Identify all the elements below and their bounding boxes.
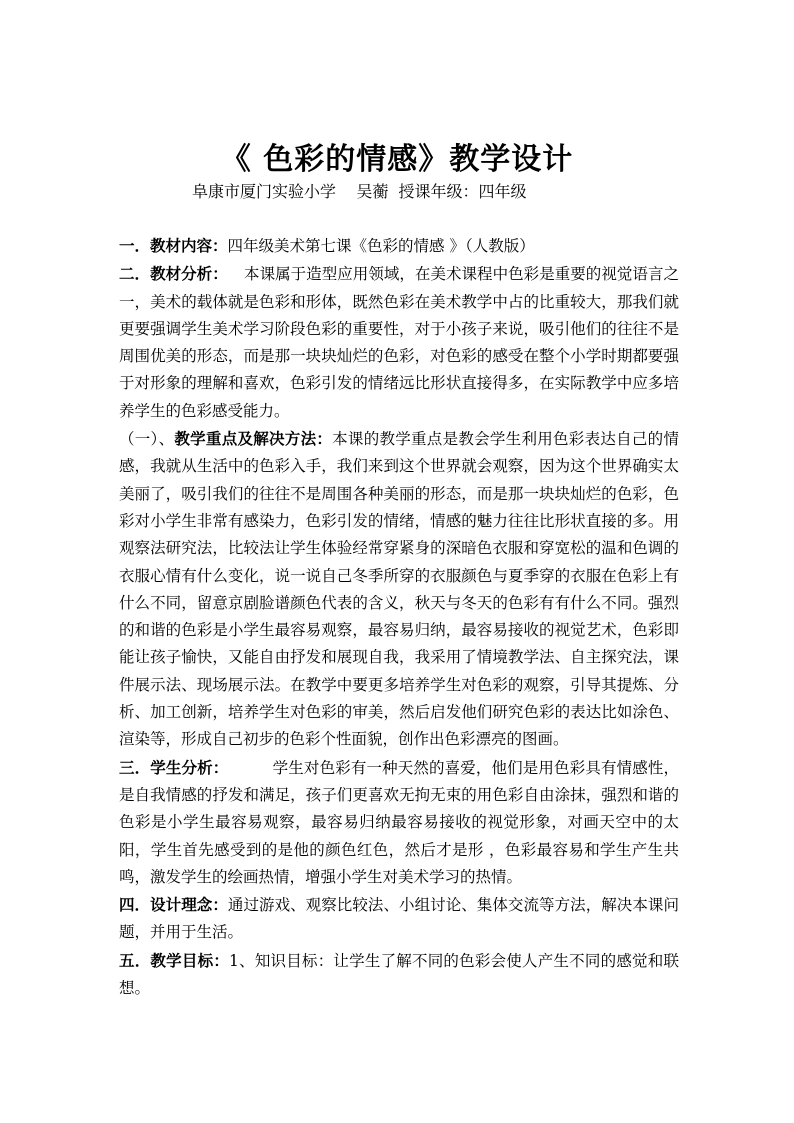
section-objectives (119, 947, 679, 1003)
document-body (119, 232, 679, 1002)
document-title: 《 色彩的情感》教学设计 (220, 142, 574, 177)
section-heading: 教学重点及解决方法 (174, 429, 317, 449)
section-prefix: （一）、 (119, 430, 175, 449)
section-text: 学生对色彩有一种天然的喜爱，他们是用色彩具有情感性，是自我情感的抒发和满足，孩子们更喜欢无拘无束的用色彩自由涂抹，强烈和谐的色彩是小学生最容易观察，最容易归纳最容易接收的视觉形象，对画天空中的太阳，学生首先感受到的是他的颜色红色，然后才是形 ，色彩最容易和学生产生共鸣，激发学生的绘画热情，增强小学生对美术学习的热情。 (119, 758, 679, 886)
section-analysis (119, 260, 679, 425)
section-heading: 五．教学目标 (119, 950, 214, 970)
section-key-points (119, 425, 679, 754)
author-line: 阜康市厦门实验小学 吴蘅 授课年级：四年级 (192, 182, 527, 201)
section-text: 本课属于造型应用领域，在美术课程中色彩是重要的视觉语言之一，美术的载体就是色彩和形体，既然色彩在美术教学中占的比重较大，那我们就更要强调学生美术学习阶段色彩的重要性，对于小孩子来说，吸引他们的往往不是周围优美的形态，而是那一块块灿烂的色彩，对色彩的感受在整个小学时期都要强于对形象的理解和喜欢，色彩引发的情绪远比形状直接得多，在实际教学中应多培养学生的色彩感受能力。 (119, 265, 679, 420)
heading-separator: ： (213, 950, 230, 970)
section-text: 1、知识目标：让学生了解不同的色彩会使人产生不同的感觉和联想。 (119, 951, 679, 998)
heading-separator: ： (212, 757, 273, 777)
section-text: 四年级美术第七课《色彩的情感 》（人教版） (227, 237, 535, 255)
section-students (119, 754, 679, 891)
section-heading: 二．教材分析 (119, 264, 213, 284)
heading-separator: ： (212, 264, 245, 284)
section-text: 本课的教学重点是教会学生利用色彩表达自己的情感，我就从生活中的色彩入手，我们来到这个世界就会观察，因为这个世界确实太美丽了，吸引我们的往往不是周围各种美丽的形态，而是那一块块灿烂的色彩，色彩对小学生非常有感染力，色彩引发的情绪，情感的魅力往往比形状直接的多。用观察法研究法，比较法让学生体验经常穿紧身的深暗色衣服和穿宽松的温和色调的衣服心情有什么变化，说一说自己冬季所穿的衣服颜色与夏季穿的衣服在色彩上有什么不同，留意京剧脸谱颜色代表的含义，秋天与冬天的色彩有有什么不同。强烈的和谐的色彩是小学生最容易观察，最容易归纳，最容易接收的视觉艺术，色彩即能让孩子愉快，又能自由抒发和展现自我，我采用了情境教学法、自主探究法，课件展示法、现场展示法。在教学中要更多培养学生对色彩的观察，引导其提炼、分析、加工创新，培养学生对色彩的审美，然后启发他们研究色彩的表达比如涂色、渲染等，形成自己初步的色彩个性面貌，创作出色彩漂亮的图画。 (119, 430, 679, 749)
section-heading: 四．设计理念 (119, 895, 213, 915)
section-text: 通过游戏、观察比较法、小组讨论、集体交流等方法，解决本课问题，并用于生活。 (119, 896, 679, 942)
heading-separator: ： (212, 236, 228, 255)
section-content (119, 232, 679, 260)
heading-separator: ： (212, 895, 228, 915)
section-heading: 三．学生分析 (119, 757, 213, 777)
heading-separator: ： (316, 429, 333, 449)
section-philosophy (119, 891, 679, 947)
section-heading: 一．教材内容 (119, 236, 213, 255)
